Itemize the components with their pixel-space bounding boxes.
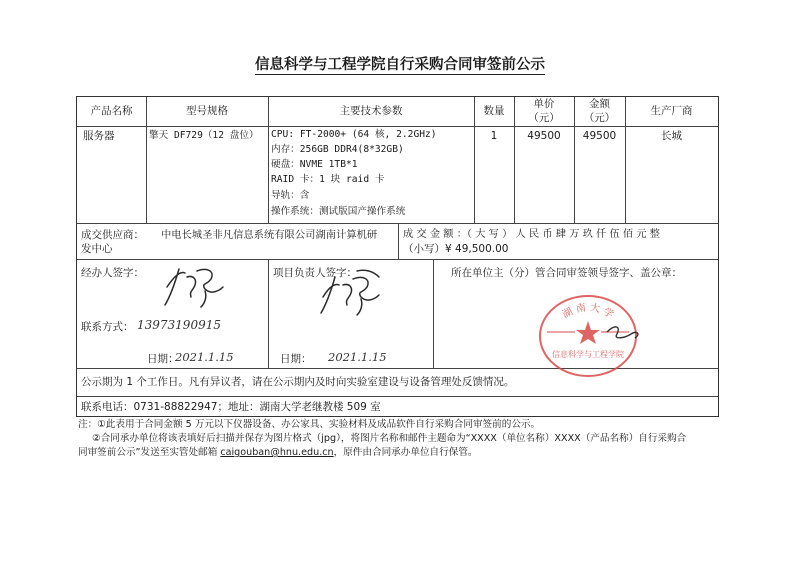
handler-date-label: 日期： bbox=[147, 353, 179, 365]
seal-bottom-text: 信息科学与工程学院 bbox=[552, 350, 624, 359]
handler-contact-label: 联系方式： bbox=[81, 321, 134, 333]
project-lead-sign-label: 项目负责人签字： bbox=[273, 267, 357, 279]
notice-rule bbox=[77, 396, 718, 397]
header-unit-price-unit: （元） bbox=[528, 112, 560, 124]
header-model: 型号规格 bbox=[186, 105, 228, 117]
cell-unit-price: 49500 bbox=[527, 130, 561, 142]
note-line-1: 注：①此表用于合同金额 5 万元以下仪器设备、办公家具、实验材料及成品软件自行采购合同审签前的公示。 bbox=[78, 419, 541, 430]
project-lead-date-label: 日期： bbox=[280, 353, 312, 365]
handler-sign-label: 经办人签字： bbox=[81, 267, 144, 279]
header-qty: 数量 bbox=[483, 105, 505, 117]
total-uppercase: 成 交 金 额 ：（ 大 写 ） 人 民 币 肆 万 玖 仟 伍 佰 元 整 bbox=[403, 229, 660, 240]
cell-model: 擎天 DF729（12 盘位） bbox=[149, 130, 259, 141]
header-specs: 主要技术参数 bbox=[339, 105, 403, 117]
supplier-label: 成交供应商： bbox=[81, 229, 144, 241]
spec-line-3: 硬盘：NVME 1TB*1 bbox=[271, 159, 358, 170]
sign-divider-2 bbox=[433, 259, 434, 368]
handler-contact-value: 13973190915 bbox=[137, 318, 221, 332]
notice-contact: 联系电话：0731-88822947；地址：湖南大学老继教楼 509 室 bbox=[81, 401, 381, 413]
spec-line-6: 操作系统：测试版国产操作系统 bbox=[271, 206, 406, 217]
header-unit-price: 单价 bbox=[533, 98, 555, 110]
official-seal bbox=[535, 290, 641, 378]
header-rule bbox=[77, 126, 718, 127]
note-line-2: ②合同承办单位将该表填好后扫描并保存为图片格式（jpg），将图片名称和邮件主题命为“XXXX（单位名称）XXXX（产品名称）自行采购合 bbox=[92, 433, 687, 444]
note-line-3-suffix: ，原件由合同承办单位自行保管。 bbox=[333, 447, 478, 458]
cell-product: 服务器 bbox=[83, 130, 115, 142]
handler-signature bbox=[161, 261, 235, 309]
spec-line-4: RAID 卡：1 块 raid 卡 bbox=[271, 174, 385, 185]
sign-divider-1 bbox=[268, 259, 269, 368]
note-line-3-prefix: 同审签前公示”发送至实管处邮箱 bbox=[78, 447, 221, 458]
total-lowercase: （小写）¥ 49,500.00 bbox=[403, 243, 509, 255]
cell-qty: 1 bbox=[490, 130, 498, 142]
note-line-3 bbox=[78, 446, 478, 460]
supplier-name-line2: 发中心 bbox=[81, 243, 113, 255]
project-lead-signature bbox=[313, 267, 391, 317]
notice-text: 公示期为 1 个工作日。凡有异议者，请在公示期内及时向实验室建设与设备管理处反馈情况。 bbox=[81, 376, 515, 388]
supplier-name-line1: 中电长城圣非凡信息系统有限公司湖南计算机研 bbox=[161, 229, 378, 241]
svg-text:湖 南 大 学 bbox=[560, 301, 616, 321]
document-title: 信息科学与工程学院自行采购合同审签前公示 bbox=[255, 57, 545, 73]
cell-maker: 长城 bbox=[661, 130, 682, 142]
mailbox-link[interactable]: caigouban@hnu.edu.cn bbox=[220, 447, 334, 458]
header-product: 产品名称 bbox=[90, 105, 133, 117]
unit-leader-sign-label: 所在单位主（分）管合同审签领导签字、盖公章： bbox=[451, 267, 682, 279]
handler-date-value: 2021.1.15 bbox=[175, 350, 234, 364]
header-amount-unit: （元） bbox=[583, 112, 616, 124]
supplier-rule bbox=[77, 259, 718, 260]
header-amount: 金额 bbox=[589, 98, 610, 110]
spec-line-2: 内存：256GB DDR4(8*32GB) bbox=[271, 144, 404, 155]
supplier-divider bbox=[398, 223, 399, 259]
seal-top-text: 湖 南 大 学 bbox=[560, 302, 616, 321]
spec-line-1: CPU: FT-2000+ (64 核, 2.2GHz) bbox=[271, 129, 437, 140]
seal-star-icon bbox=[576, 321, 600, 344]
project-lead-date-value: 2021.1.15 bbox=[328, 350, 387, 364]
header-maker: 生产厂商 bbox=[650, 105, 693, 117]
spec-line-5: 导轨：含 bbox=[271, 190, 310, 201]
cell-amount: 49500 bbox=[582, 130, 617, 142]
